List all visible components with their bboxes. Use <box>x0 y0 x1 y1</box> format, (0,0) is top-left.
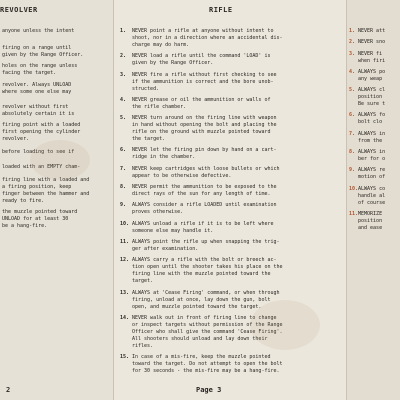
rule-item <box>120 239 345 253</box>
rule-text: MEMORIZE position and ease <box>358 210 383 231</box>
rule-text: NEVER keep cartridges with loose bullets or which appear to be otherwise defective. <box>132 165 280 179</box>
left-fragment: firing line with a loaded and a firing position, keep finger between the hammer and ready to fire. <box>2 176 90 204</box>
rule-text: ALWAYS cl position Be sure t <box>358 87 386 108</box>
rule-number: 2. <box>120 53 127 60</box>
rule-item <box>120 221 345 235</box>
rule-number: 8. <box>349 149 356 156</box>
rule-item <box>120 72 345 93</box>
rule-text: ALWAYS re motion of <box>358 167 386 181</box>
rule-number: 3. <box>349 50 356 57</box>
rule-text: NEVER fire a rifle without first checking to see if the ammunition is correct and the bore unob- structed. <box>132 71 277 92</box>
rule-item <box>120 28 345 49</box>
rule-number: 10. <box>349 185 359 192</box>
rule-text: NEVER att <box>358 28 386 34</box>
rule-item <box>120 315 345 350</box>
rule-number: 4. <box>349 68 356 75</box>
rule-item <box>349 131 399 145</box>
rule-item <box>120 53 345 67</box>
rule-text: NEVER let the firing pin down by hand on a cart- ridge in the chamber. <box>132 147 277 161</box>
rule-item <box>120 184 345 198</box>
rule-number: 9. <box>120 202 127 209</box>
rule-number: 9. <box>349 167 356 174</box>
left-page-heading: REVOLVER <box>0 6 38 14</box>
rule-item <box>349 39 399 46</box>
rule-number: 5. <box>349 87 356 94</box>
rule-item <box>349 112 399 126</box>
right-rules-list <box>349 28 399 236</box>
rule-text: In case of a mis-fire, keep the muzzle pointed toward the target. Do not attempt to open the bolt for 30 seconds - the mis-fire may be a hang-fire. <box>132 354 283 375</box>
rule-item <box>349 51 399 65</box>
rule-item <box>349 28 399 35</box>
rule-number: 6. <box>120 147 127 154</box>
left-fragment: before loading to see if <box>2 148 75 155</box>
rule-text: NEVER grease or oil the ammunition or walls of the rifle chamber. <box>132 96 271 110</box>
rule-number: 11. <box>349 210 359 217</box>
rule-number: 14. <box>120 314 130 321</box>
rule-number: 4. <box>120 96 127 103</box>
rule-item <box>120 202 345 216</box>
rule-number: 7. <box>120 165 127 172</box>
rule-item <box>349 87 399 108</box>
rifle-rules-list <box>120 28 345 379</box>
rule-number: 8. <box>120 184 127 191</box>
rule-item <box>120 115 345 143</box>
rule-text: ALWAYS in ber for o <box>358 149 386 163</box>
left-page-text <box>2 28 112 234</box>
left-fragment: the muzzle pointed toward UNLOAD for at least 30 be a hang-fire. <box>2 209 78 230</box>
rule-text: NEVER point a rifle at anyone without intent to shoot, nor in a direction where an accidental dis- charge may do harm. <box>132 28 283 48</box>
rule-item <box>120 290 345 311</box>
rule-number: 13. <box>120 289 130 296</box>
rule-text: ALWAYS in from the <box>358 130 386 144</box>
rule-text: ALWAYS unload a rifle if it is to be left where someone else may handle it. <box>132 220 274 234</box>
left-fragment: anyone unless the intent <box>2 28 75 34</box>
rule-text: NEVER permit the ammunition to be exposed to the direct rays of the sun for any length of time. <box>132 184 277 198</box>
rule-text: NEVER fi when firi <box>358 50 386 64</box>
left-fragment: revolver without first absolutely certain it is <box>2 103 75 117</box>
rule-number: 5. <box>120 115 127 122</box>
rule-number: 6. <box>349 112 356 119</box>
left-fragment: firing point with a loaded first opening the cylinder revolver. <box>2 121 81 142</box>
rule-item <box>120 97 345 111</box>
rule-number: 12. <box>120 257 130 264</box>
left-fragment: loaded with an EMPTY cham- <box>2 163 81 170</box>
rule-number: 1. <box>120 28 127 34</box>
rule-text: ALWAYS po any weap <box>358 68 386 82</box>
right-page <box>347 0 400 400</box>
left-fragment: revolver. Always UNLOAD where some one else may <box>2 81 72 95</box>
rule-text: ALWAYS fo bolt clo <box>358 112 386 126</box>
rule-text: ALWAYS at 'Cease Firing' command, or when through firing, unload at once, lay down the gun, bolt open, and muzzle pointed toward the target. <box>132 289 280 310</box>
rule-text: NEVER sno <box>358 39 386 46</box>
rule-text: NEVER turn around on the firing line with weapon in hand without opening the bolt and placing the rifle on the ground with muzzle pointed toward the target. <box>132 115 277 143</box>
rule-text: ALWAYS carry a rifle with the bolt or breech ac- tion open until the shooter takes his place on the firing line with the muzzle pointed toward the target. <box>132 257 283 285</box>
rule-item <box>349 211 399 232</box>
rule-number: 15. <box>120 354 130 361</box>
rule-item <box>349 186 399 207</box>
rule-number: 1. <box>349 28 356 34</box>
rule-item <box>120 147 345 161</box>
left-page-number: 2 <box>6 386 11 394</box>
rule-text: ALWAYS point the rifle up when snapping the trig- ger after examination. <box>132 238 280 252</box>
left-fragment: holes on the range unless facing the target. <box>2 63 78 77</box>
rule-item <box>349 69 399 83</box>
rule-number: 3. <box>120 71 127 78</box>
rule-text: ALWAYS co handle al of course <box>358 185 386 206</box>
left-page <box>0 0 114 400</box>
rifle-page-number: Page 3 <box>196 386 222 394</box>
rule-item <box>120 166 345 180</box>
rifle-page <box>114 0 347 400</box>
rule-number: 10. <box>120 220 130 227</box>
rule-item <box>120 257 345 285</box>
rule-number: 11. <box>120 238 130 245</box>
rule-item <box>349 167 399 181</box>
rule-text: ALWAYS consider a rifle LOADED until examination proves otherwise. <box>132 202 277 216</box>
rule-item <box>120 354 345 375</box>
rule-number: 7. <box>349 130 356 137</box>
rifle-heading: RIFLE <box>209 6 233 14</box>
rule-item <box>349 149 399 163</box>
rule-text: NEVER walk out in front of firing line to change or inspect targets without permission of the Range Officer who shall give the command 'Cease Firing'. All shooters should unload and lay down their rifles. <box>132 314 283 349</box>
left-fragment: firing on a range until given by the Range Officer. <box>2 45 84 58</box>
rule-number: 2. <box>349 39 356 46</box>
rule-text: NEVER load a rifle until the command 'LOAD' is given by the Range Officer. <box>132 53 271 67</box>
